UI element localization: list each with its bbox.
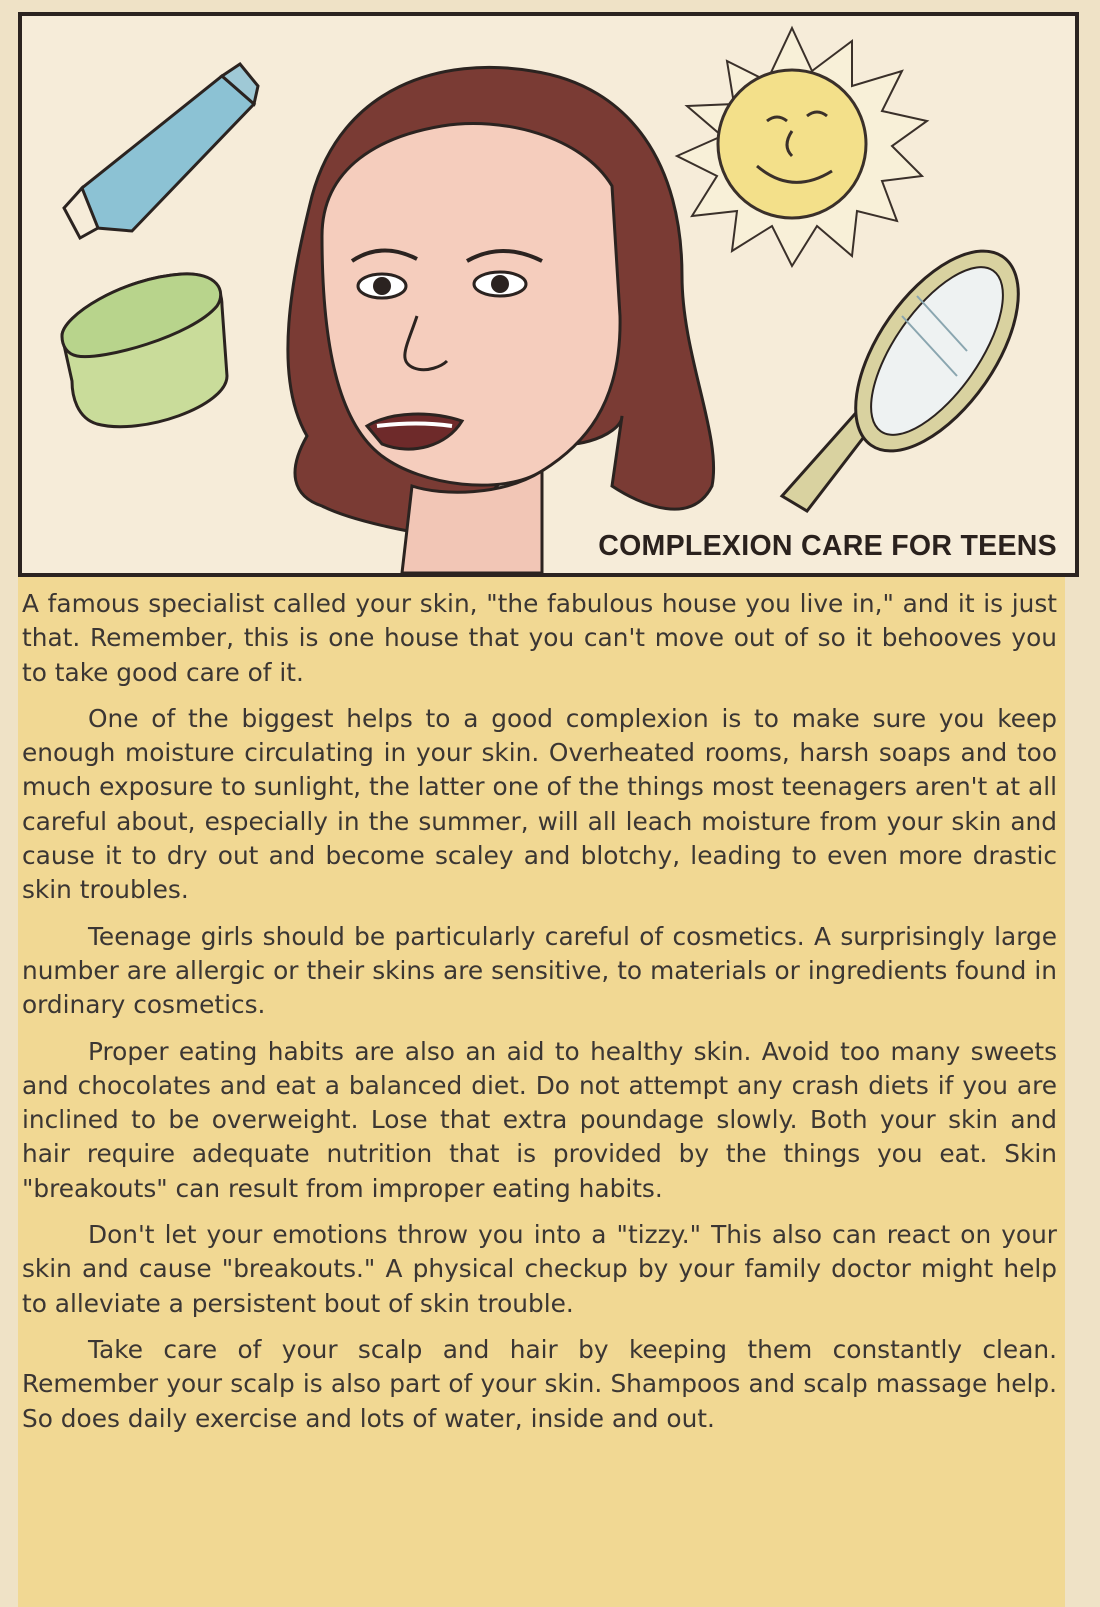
article-paragraph: Proper eating habits are also an aid to healthy skin. Avoid too many sweets and chocolates and eat a balanced diet. Do not attempt any crash diets if you are inclined to be overweight. Lose that extra poundage slowly. Both your skin and hair require adequate nutrition that is provided by the things you eat. Skin "breakouts" can result from improper eating habits. bbox=[22, 1036, 1057, 1203]
article-paragraph: Don't let your emotions throw you into a "tizzy." This also can react on your skin and cause "breakouts." A physical checkup by your family doctor might help to alleviate a persistent bout of skin trouble. bbox=[22, 1220, 1057, 1318]
panel-caption: COMPLEXION CARE FOR TEENS bbox=[598, 530, 1057, 562]
article-body bbox=[18, 577, 1065, 1607]
cream-jar-icon bbox=[62, 274, 227, 427]
article-paragraph: A famous specialist called your skin, "the fabulous house you live in," and it is just that. Remember, this is one house that you can't move out of so it behooves you to take good care of it. bbox=[22, 589, 1057, 687]
illustration bbox=[22, 16, 1075, 573]
sun-icon bbox=[677, 28, 927, 266]
article-paragraph: Teenage girls should be particularly careful of cosmetics. A surprisingly large number are allergic or their skins are sensitive, to materials or ingredients found in ordinary cosmetics. bbox=[22, 921, 1057, 1020]
woman-portrait-icon bbox=[288, 67, 714, 573]
article-paragraph: Take care of your scalp and hair by keeping them constantly clean. Remember your scalp is also part of your skin. Shampoos and scalp massage help. So does daily exercise and lots of water, inside and out. bbox=[22, 1334, 1057, 1433]
article-paragraph: One of the biggest helps to a good complexion is to make sure you keep enough moisture circulating in your skin. Overheated rooms, harsh soaps and too much exposure to sunlight, the latter one of the things most teenagers aren't at all careful about, especially in the summer, will all leach moisture from your skin and cause it to dry out and become scaley and blotchy, leading to even more drastic skin troubles. bbox=[22, 703, 1057, 905]
illustration-panel bbox=[18, 12, 1079, 577]
lotion-tube-icon bbox=[64, 64, 258, 238]
hand-mirror-icon bbox=[782, 224, 1050, 511]
